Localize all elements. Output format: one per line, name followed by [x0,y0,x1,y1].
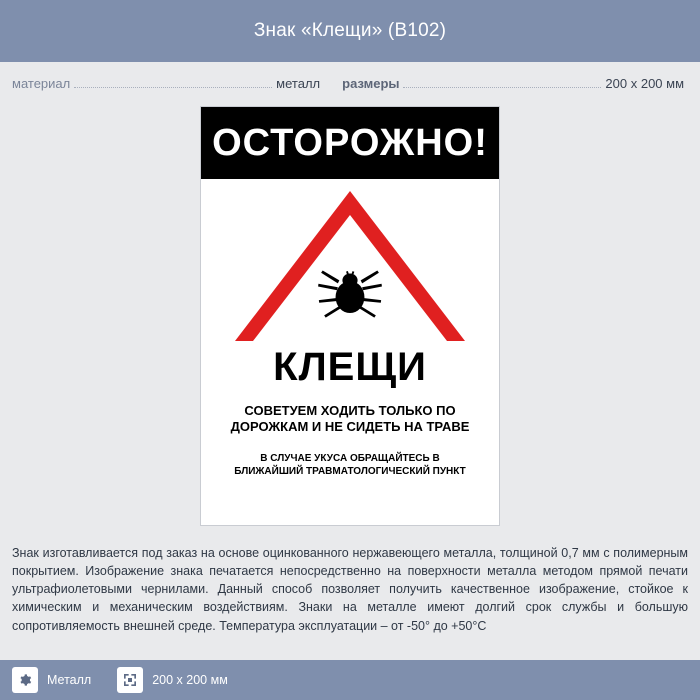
resize-icon [117,667,143,693]
dot-leader-material [74,87,272,88]
size-label: размеры [342,76,400,91]
material-value: металл [276,76,321,91]
tick-icon [312,253,388,329]
sign-name-text: КЛЕЩИ [273,345,427,389]
sign-image-container [0,106,700,526]
sign-note [220,452,480,478]
page-header [0,0,700,62]
sign-warning-text: ОСТОРОЖНО! [212,122,488,164]
gear-icon [12,667,38,693]
warning-triangle [235,191,465,341]
product-description: Знак изготавливается под заказ на основе оцинкованного нержавеющего металла, толщиной 0,7 мм с полимерным покрытием. Изображение знака печатается непосредственно на поверхности металла методом прямой печати ультрафиолетовыми чернилами. Данный способ позволяет получить качественное изображение, стойкое к химическим и механическим воздействиям. Знаки на металле имеют долгий срок службы и большую сопротивляемость внешней среде. Температура эксплуатации – от -50° до +50°С [12,546,688,633]
footer-size-label: 200 x 200 мм [152,673,228,687]
page-title: Знак «Клещи» (B102) [253,20,447,41]
footer-material-item[interactable] [12,667,91,693]
dot-leader-size [403,87,601,88]
sign-note-line1: В СЛУЧАЕ УКУСА ОБРАЩАЙТЕСЬ В [260,452,440,464]
size-value: 200 x 200 мм [605,76,685,91]
sign-subtitle-line1: СОВЕТУЕМ ХОДИТЬ ТОЛЬКО ПО [244,403,456,418]
material-label: материал [12,76,71,91]
sign-note-line2: БЛИЖАЙШИЙ ТРАВМАТОЛОГИЧЕСКИЙ ПУНКТ [234,465,466,477]
sign-image [200,106,500,526]
sign-subtitle [221,403,480,436]
footer-material-label: Металл [47,673,92,687]
sign-subtitle-line2: ДОРОЖКАМ И НЕ СИДЕТЬ НА ТРАВЕ [230,419,470,435]
footer-size-item[interactable] [117,667,228,693]
page-footer [0,660,700,700]
specs-row [0,62,700,92]
sign-warning-banner [201,107,499,179]
